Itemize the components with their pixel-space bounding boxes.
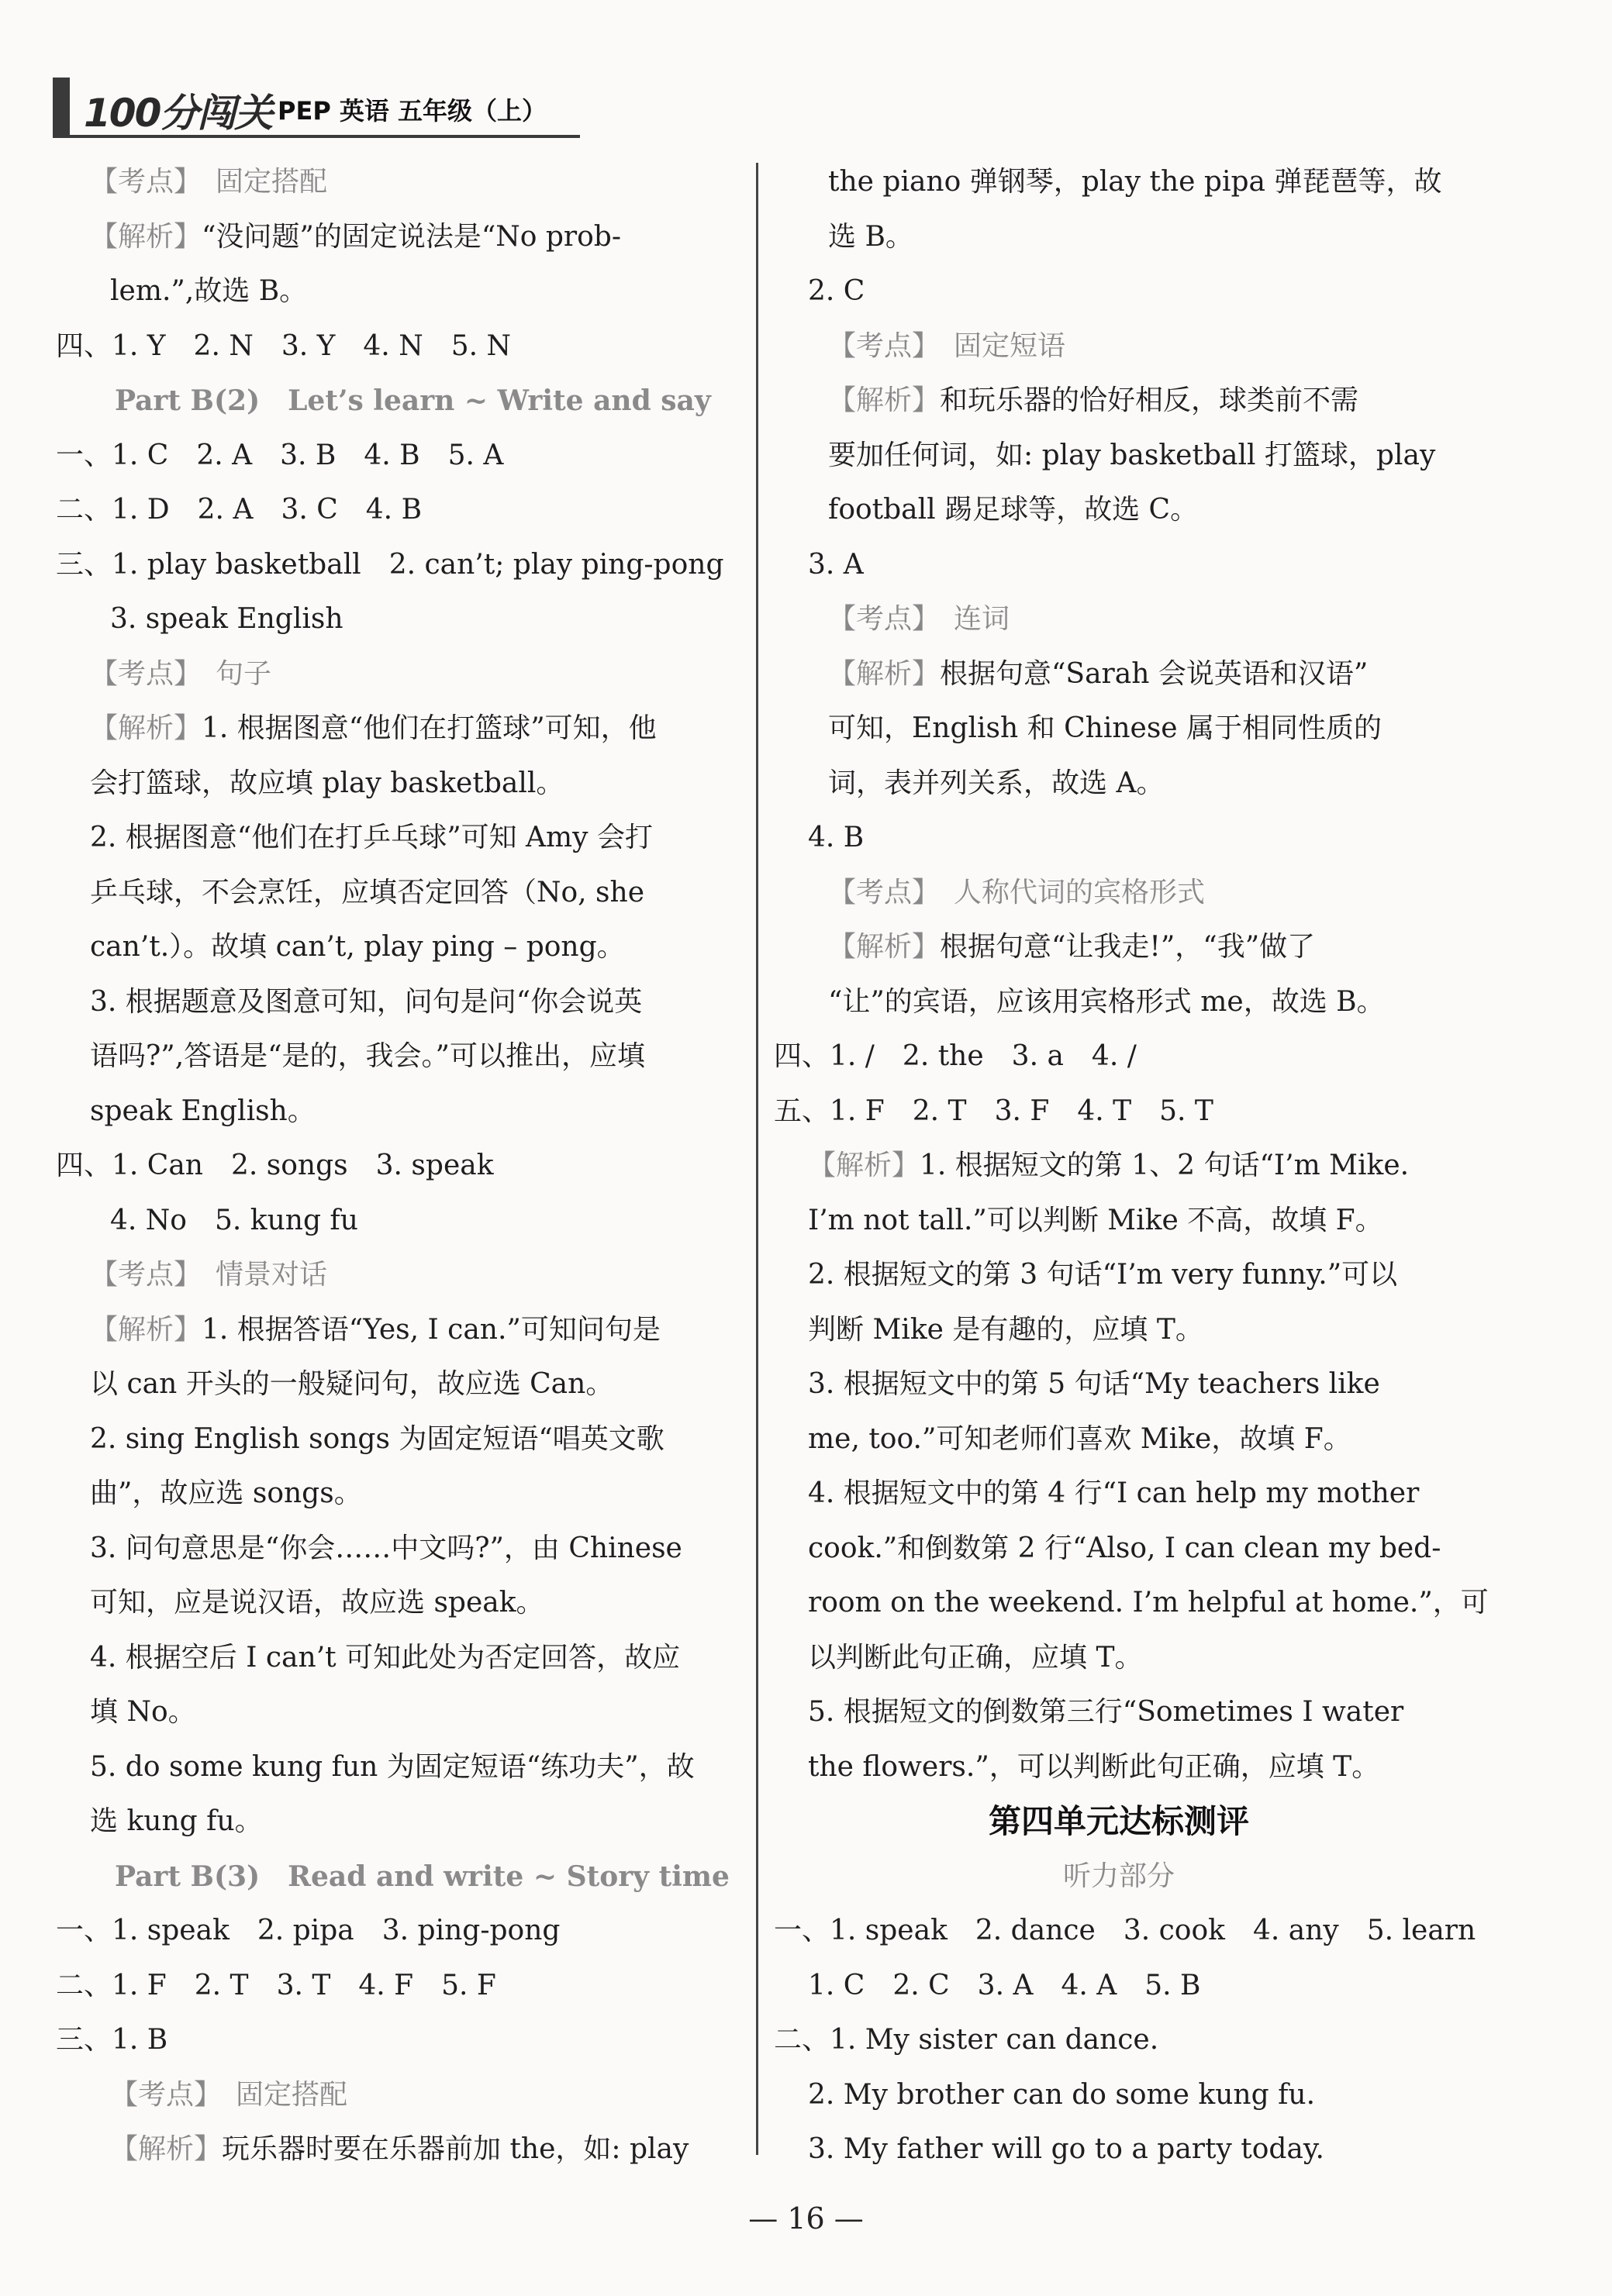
part-range: Let’s learn ~ Write and say	[288, 384, 711, 417]
right-line: 第四单元达标测评	[988, 1802, 1249, 1840]
kaodian-topic: 固定搭配	[216, 166, 328, 198]
jiexi-text: 根据句意“Sarah 会说英语和汉语”	[940, 657, 1369, 690]
right-line: 选 B。	[828, 220, 913, 253]
left-column	[56, 155, 746, 2177]
kaodian-tag: 【考点】	[828, 876, 941, 908]
left-line: speak English。	[90, 1095, 316, 1127]
left-line: 二、1. D 2. A 3. C 4. B	[56, 494, 423, 526]
jiexi-tag: 【解析】	[808, 1150, 920, 1181]
left-line: 一、1. speak 2. pipa 3. ping-pong	[56, 1915, 561, 1946]
right-line: 要加任何词，如: play basketball 打篮球，play	[828, 439, 1436, 471]
left-line	[56, 2122, 746, 2177]
jiexi-tag: 【解析】	[90, 712, 202, 744]
left-line	[56, 702, 746, 757]
kaodian-topic: 连词	[954, 603, 1010, 635]
left-line	[56, 2068, 746, 2123]
right-line: 词，表并列关系，故选 A。	[828, 767, 1165, 799]
right-line: 3. 根据短文中的第 5 句话“My teachers like	[808, 1368, 1380, 1400]
logo: 100分闯关	[84, 91, 272, 136]
left-line: 选 kung fu。	[90, 1805, 263, 1837]
left-line: 4. 根据空后 I can’t 可知此处为否定回答，故应	[90, 1641, 681, 1674]
right-line: “让”的宾语，应该用宾格形式 me，故选 B。	[828, 985, 1385, 1018]
right-line	[774, 374, 1464, 429]
jiexi-text: 1. 根据答语“Yes, I can.”可知问句是	[202, 1313, 661, 1346]
right-line: the flowers.”，可以判断此句正确，应填 T。	[808, 1750, 1380, 1783]
page-number: — 16 —	[748, 2201, 864, 2236]
right-line	[774, 592, 1464, 647]
jiexi-text: 和玩乐器的恰好相反，球类前不需	[940, 384, 1359, 416]
left-line: 3. 根据题意及图意可知，问句是问“你会说英	[90, 985, 643, 1018]
kaodian-topic: 句子	[216, 657, 272, 690]
right-line: 二、1. My sister can dance.	[774, 2024, 1159, 2056]
column-divider	[756, 163, 758, 2155]
left-line: 曲”，故应选 songs。	[90, 1477, 362, 1509]
jiexi-text: 根据句意“让我走!”，“我”做了	[940, 931, 1316, 963]
left-line: 2. 根据图意“他们在打乒乓球”可知 Amy 会打	[90, 822, 653, 853]
part-label: Part B(3)	[115, 1860, 261, 1893]
right-line: 5. 根据短文的倒数第三行“Sometimes I water	[808, 1696, 1404, 1728]
left-line: 4. No 5. kung fu	[110, 1204, 358, 1236]
left-line: 四、1. Y 2. N 3. Y 4. N 5. N	[56, 329, 511, 362]
jiexi-text: 1. 根据短文的第 1、2 句话“I’m Mike.	[920, 1150, 1410, 1181]
right-line: 以判断此句正确，应填 T。	[808, 1641, 1143, 1674]
left-line: 语吗?”,答语是“是的，我会。”可以推出，应填	[90, 1040, 645, 1072]
jiexi-tag: 【解析】	[828, 931, 941, 963]
left-line	[56, 374, 746, 429]
right-line	[774, 319, 1464, 374]
left-line	[56, 210, 746, 265]
part-label: Part B(2)	[115, 384, 261, 417]
right-line: 3. A	[808, 548, 864, 581]
right-line: 四、1. / 2. the 3. a 4. /	[774, 1040, 1137, 1072]
left-line: 二、1. F 2. T 3. T 4. F 5. F	[56, 1969, 496, 2001]
left-line: 会打篮球，故应填 play basketball。	[90, 767, 564, 799]
left-line: 以 can 开头的一般疑问句，故应选 Can。	[90, 1368, 614, 1400]
kaodian-tag: 【考点】	[90, 166, 202, 198]
right-line: 2. C	[808, 275, 865, 307]
right-line	[774, 920, 1464, 975]
right-line: 4. B	[808, 822, 865, 853]
jiexi-tag: 【解析】	[110, 2133, 223, 2165]
right-line: me, too.”可知老师们喜欢 Mike，故填 F。	[808, 1422, 1351, 1455]
right-line	[774, 647, 1464, 702]
right-line: cook.”和倒数第 2 行“Also, I can clean my bed-	[808, 1532, 1441, 1564]
jiexi-text: 1. 根据图意“他们在打篮球”可知，他	[202, 712, 657, 744]
right-line	[774, 866, 1464, 921]
left-line: lem.”,故选 B。	[110, 275, 308, 307]
jiexi-text: “没问题”的固定说法是“No prob-	[202, 220, 621, 253]
kaodian-tag: 【考点】	[110, 2078, 223, 2111]
right-line: I’m not tall.”可以判断 Mike 不高，故填 F。	[808, 1204, 1383, 1236]
kaodian-topic: 固定短语	[954, 329, 1066, 362]
left-line	[56, 1303, 746, 1358]
jiexi-tag: 【解析】	[90, 220, 202, 253]
left-line: 3. 问句意思是“你会……中文吗?”，由 Chinese	[90, 1532, 682, 1564]
kaodian-tag: 【考点】	[828, 603, 941, 635]
right-line: 1. C 2. C 3. A 4. A 5. B	[808, 1969, 1201, 2001]
part-range: Read and write ~ Story time	[288, 1860, 730, 1893]
kaodian-tag: 【考点】	[90, 657, 202, 690]
right-line: room on the weekend. I’m helpful at home.”，可	[808, 1587, 1489, 1619]
jiexi-tag: 【解析】	[90, 1313, 202, 1346]
right-line: 五、1. F 2. T 3. F 4. T 5. T	[774, 1095, 1213, 1127]
right-line: 一、1. speak 2. dance 3. cook 4. any 5. learn	[774, 1915, 1476, 1946]
left-line: 5. do some kung fun 为固定短语“练功夫”，故	[90, 1750, 695, 1783]
header-title: PEP 英语 五年级（上）	[278, 96, 547, 126]
left-line	[56, 1248, 746, 1303]
right-line: 2. My brother can do some kung fu.	[808, 2078, 1316, 2111]
right-line: 2. 根据短文的第 3 句话“I’m very funny.”可以	[808, 1259, 1398, 1291]
left-line: 四、1. Can 2. songs 3. speak	[56, 1150, 494, 1181]
jiexi-text: 玩乐器时要在乐器前加 the，如: play	[222, 2133, 689, 2165]
left-line	[56, 647, 746, 702]
right-line: 听力部分	[1062, 1860, 1175, 1892]
right-line: the piano 弹钢琴，play the pipa 弹琵琶等，故	[828, 166, 1442, 198]
right-column	[774, 155, 1489, 2177]
right-line: 3. My father will go to a party today.	[808, 2133, 1324, 2165]
right-line: 4. 根据短文中的第 4 行“I can help my mother	[808, 1477, 1420, 1509]
left-line: 三、1. B	[56, 2024, 168, 2056]
left-line: 3. speak English	[110, 603, 343, 635]
logo-bar	[53, 78, 70, 136]
right-line: 可知，English 和 Chinese 属于相同性质的	[828, 712, 1382, 744]
jiexi-tag: 【解析】	[828, 657, 941, 690]
right-line	[774, 1139, 1464, 1194]
right-line: football 踢足球等，故选 C。	[828, 494, 1199, 526]
left-line: 填 No。	[90, 1696, 196, 1728]
kaodian-topic: 固定搭配	[236, 2078, 348, 2111]
left-line: 一、1. C 2. A 3. B 4. B 5. A	[56, 439, 504, 471]
left-line	[56, 1850, 746, 1905]
left-line: 可知，应是说汉语，故应选 speak。	[90, 1587, 544, 1619]
kaodian-topic: 情景对话	[216, 1259, 328, 1291]
kaodian-tag: 【考点】	[90, 1259, 202, 1291]
jiexi-tag: 【解析】	[828, 384, 941, 416]
kaodian-topic: 人称代词的宾格形式	[954, 876, 1206, 908]
left-line: 乒乓球，不会烹饪，应填否定回答（No, she	[90, 876, 645, 908]
kaodian-tag: 【考点】	[828, 329, 941, 362]
left-line: 2. sing English songs 为固定短语“唱英文歌	[90, 1422, 664, 1455]
left-line: 三、1. play basketball 2. can’t; play ping-pong	[56, 548, 724, 581]
left-line: can’t.）。故填 can’t, play ping – pong。	[90, 931, 625, 963]
right-line: 判断 Mike 是有趣的，应填 T。	[808, 1313, 1203, 1346]
left-line	[56, 155, 746, 210]
page-header	[53, 78, 580, 140]
